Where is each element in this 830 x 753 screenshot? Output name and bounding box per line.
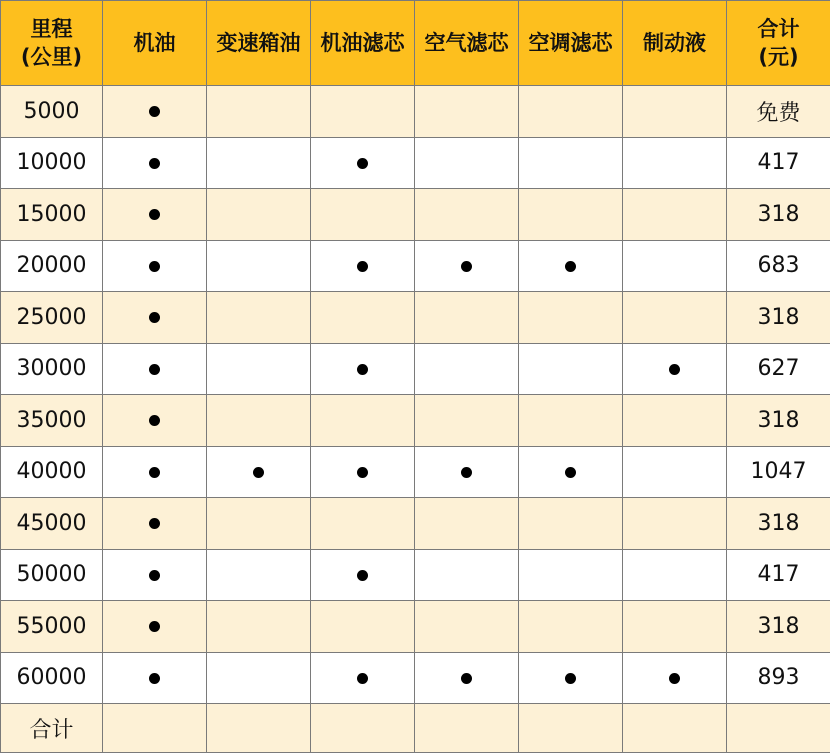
header-engine-oil — [103, 1, 207, 86]
service-cell — [311, 343, 415, 395]
mileage-cell: 5000 — [1, 86, 103, 138]
header-brake-fluid — [623, 1, 727, 86]
service-mark-dot — [357, 570, 368, 581]
table-row — [1, 137, 830, 189]
row-total-cell: 683 — [727, 240, 830, 292]
table-row — [1, 446, 830, 498]
header-air-filter — [415, 1, 519, 86]
service-cell — [623, 652, 727, 704]
service-cell — [519, 189, 623, 241]
row-total-cell: 893 — [727, 652, 830, 704]
table-row — [1, 652, 830, 704]
header-mileage — [1, 1, 103, 86]
service-mark-dot — [565, 467, 576, 478]
service-cell — [207, 601, 311, 653]
table-row — [1, 86, 830, 138]
service-mark-dot — [149, 158, 160, 169]
service-cell — [519, 86, 623, 138]
service-mark-dot — [357, 467, 368, 478]
row-total-cell: 417 — [727, 549, 830, 601]
service-mark-dot — [149, 673, 160, 684]
service-cell — [103, 86, 207, 138]
service-mark-dot — [461, 673, 472, 684]
service-cell — [311, 292, 415, 344]
service-mark-dot — [149, 570, 160, 581]
service-mark-dot — [357, 364, 368, 375]
service-cell — [207, 86, 311, 138]
service-cell — [103, 240, 207, 292]
service-cell — [207, 189, 311, 241]
header-label: 空调滤芯 — [519, 29, 622, 57]
header-transmission-oil — [207, 1, 311, 86]
service-cell — [623, 292, 727, 344]
mileage-cell: 25000 — [1, 292, 103, 344]
header-label: 空气滤芯 — [415, 29, 518, 57]
header-label: 变速箱油 — [207, 29, 310, 57]
service-mark-dot — [461, 467, 472, 478]
service-cell — [415, 498, 519, 550]
service-mark-dot — [669, 364, 680, 375]
service-cell — [415, 240, 519, 292]
service-cell — [519, 498, 623, 550]
service-cell — [415, 395, 519, 447]
footer-empty-cell — [623, 704, 727, 753]
footer-empty-cell — [415, 704, 519, 753]
service-cell — [415, 343, 519, 395]
header-label: 机油 — [103, 29, 206, 57]
service-mark-dot — [149, 312, 160, 323]
service-cell — [311, 498, 415, 550]
row-total-cell: 318 — [727, 498, 830, 550]
header-oil-filter — [311, 1, 415, 86]
service-cell — [623, 343, 727, 395]
service-mark-dot — [669, 673, 680, 684]
service-cell — [623, 189, 727, 241]
mileage-cell: 15000 — [1, 189, 103, 241]
table-row — [1, 395, 830, 447]
mileage-cell: 45000 — [1, 498, 103, 550]
row-total-cell: 318 — [727, 292, 830, 344]
table-row — [1, 292, 830, 344]
header-label: (元) — [727, 43, 830, 71]
service-cell — [103, 292, 207, 344]
service-mark-dot — [461, 261, 472, 272]
service-cell — [207, 240, 311, 292]
header-ac-filter — [519, 1, 623, 86]
service-cell — [623, 240, 727, 292]
row-total-cell: 318 — [727, 601, 830, 653]
service-cell — [519, 343, 623, 395]
table-row — [1, 343, 830, 395]
footer-empty-cell — [103, 704, 207, 753]
service-cell — [519, 292, 623, 344]
header-row — [1, 1, 830, 86]
mileage-cell: 20000 — [1, 240, 103, 292]
service-cell — [103, 395, 207, 447]
service-cell — [415, 652, 519, 704]
service-cell — [623, 137, 727, 189]
service-mark-dot — [149, 209, 160, 220]
service-cell — [623, 549, 727, 601]
table-body — [1, 86, 830, 753]
table-row — [1, 189, 830, 241]
service-cell — [207, 498, 311, 550]
header-label: 制动液 — [623, 29, 726, 57]
service-cell — [311, 601, 415, 653]
service-mark-dot — [149, 518, 160, 529]
service-cell — [519, 549, 623, 601]
service-cell — [207, 446, 311, 498]
table-row — [1, 498, 830, 550]
table-row — [1, 601, 830, 653]
service-cell — [311, 137, 415, 189]
service-cell — [623, 498, 727, 550]
service-mark-dot — [357, 158, 368, 169]
footer-total-label: 合计 — [1, 704, 103, 753]
footer-empty-cell — [727, 704, 830, 753]
service-cell — [519, 240, 623, 292]
mileage-cell: 50000 — [1, 549, 103, 601]
service-cell — [415, 137, 519, 189]
service-mark-dot — [357, 673, 368, 684]
header-total — [727, 1, 830, 86]
service-cell — [103, 343, 207, 395]
service-cell — [207, 343, 311, 395]
footer-row — [1, 704, 830, 753]
mileage-cell: 30000 — [1, 343, 103, 395]
service-cell — [311, 86, 415, 138]
service-cell — [207, 292, 311, 344]
service-cell — [415, 292, 519, 344]
service-cell — [103, 549, 207, 601]
service-mark-dot — [149, 261, 160, 272]
mileage-cell: 10000 — [1, 137, 103, 189]
service-mark-dot — [149, 467, 160, 478]
footer-empty-cell — [207, 704, 311, 753]
service-cell — [519, 395, 623, 447]
header-label: 里程 — [1, 15, 102, 43]
service-cell — [623, 446, 727, 498]
service-mark-dot — [253, 467, 264, 478]
row-total-cell: 318 — [727, 189, 830, 241]
service-cell — [311, 549, 415, 601]
service-cell — [623, 395, 727, 447]
service-mark-dot — [565, 673, 576, 684]
footer-empty-cell — [311, 704, 415, 753]
service-cell — [415, 446, 519, 498]
service-cell — [311, 240, 415, 292]
table-row — [1, 240, 830, 292]
service-cell — [103, 601, 207, 653]
service-cell — [519, 137, 623, 189]
service-cell — [519, 652, 623, 704]
service-cell — [103, 446, 207, 498]
row-total-cell: 417 — [727, 137, 830, 189]
service-mark-dot — [357, 261, 368, 272]
row-total-cell: 免费 — [727, 86, 830, 138]
service-cell — [415, 86, 519, 138]
row-total-cell: 318 — [727, 395, 830, 447]
row-total-cell: 1047 — [727, 446, 830, 498]
service-cell — [519, 446, 623, 498]
mileage-cell: 60000 — [1, 652, 103, 704]
service-cell — [103, 498, 207, 550]
service-cell — [415, 601, 519, 653]
service-cell — [311, 446, 415, 498]
header-label: 合计 — [727, 15, 830, 43]
service-cell — [207, 549, 311, 601]
service-cell — [311, 189, 415, 241]
service-cell — [415, 549, 519, 601]
service-mark-dot — [149, 415, 160, 426]
service-mark-dot — [149, 106, 160, 117]
service-mark-dot — [565, 261, 576, 272]
service-cell — [519, 601, 623, 653]
mileage-cell: 40000 — [1, 446, 103, 498]
header-label: 机油滤芯 — [311, 29, 414, 57]
header-label: (公里) — [1, 43, 102, 71]
service-cell — [103, 189, 207, 241]
service-cell — [207, 652, 311, 704]
service-cell — [415, 189, 519, 241]
service-cell — [103, 137, 207, 189]
service-cell — [103, 652, 207, 704]
service-cell — [311, 652, 415, 704]
service-cell — [207, 137, 311, 189]
service-mark-dot — [149, 364, 160, 375]
mileage-cell: 35000 — [1, 395, 103, 447]
service-cell — [207, 395, 311, 447]
row-total-cell: 627 — [727, 343, 830, 395]
service-cell — [623, 86, 727, 138]
service-cell — [623, 601, 727, 653]
service-cell — [311, 395, 415, 447]
table-row — [1, 549, 830, 601]
service-mark-dot — [149, 621, 160, 632]
mileage-cell: 55000 — [1, 601, 103, 653]
footer-empty-cell — [519, 704, 623, 753]
